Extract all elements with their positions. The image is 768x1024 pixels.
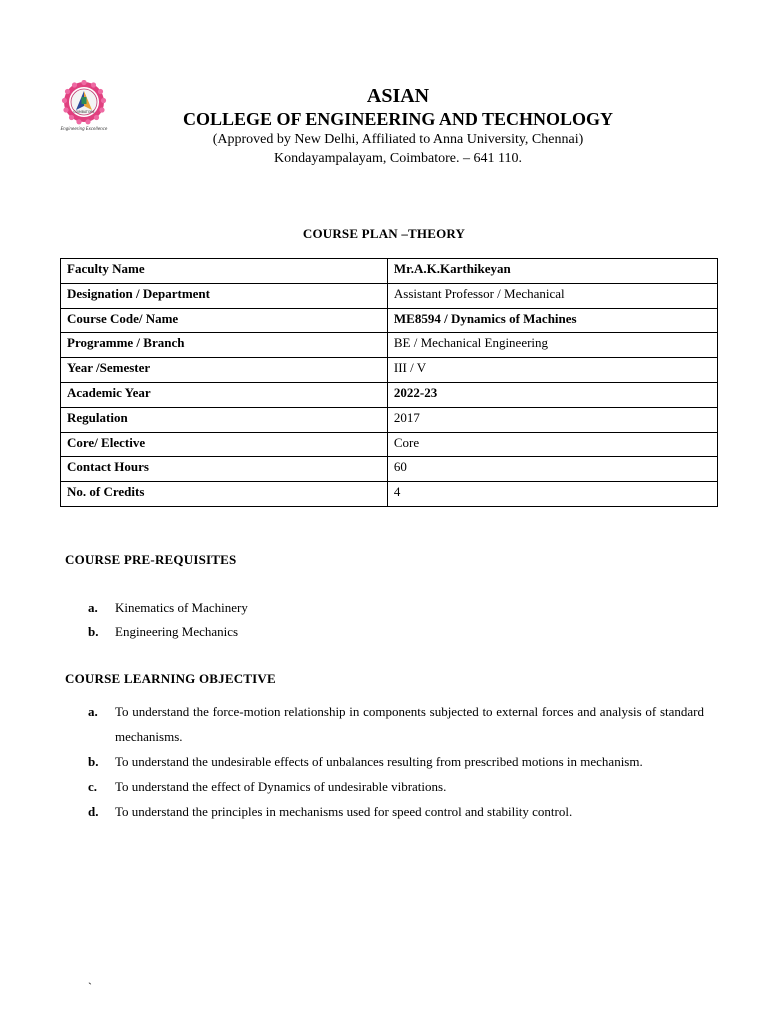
credits-value: 4 — [387, 482, 717, 507]
course-info-table — [60, 258, 718, 507]
list-marker: b. — [88, 624, 99, 639]
list-item — [88, 596, 704, 620]
objective-list — [88, 699, 704, 824]
list-item-text: Kinematics of Machinery — [115, 600, 248, 615]
list-item-text: To understand the undesirable effects of unbalances resulting from prescribed motions in mechanism. — [115, 754, 643, 769]
list-item-text: To understand the effect of Dynamics of undesirable vibrations. — [115, 779, 447, 794]
academic-year-label: Academic Year — [61, 382, 388, 407]
table-row — [61, 358, 718, 383]
objective-heading: COURSE LEARNING OBJECTIVE — [65, 671, 276, 686]
list-marker: a. — [88, 600, 98, 615]
faculty-name-label: Faculty Name — [61, 259, 388, 284]
list-item-text: To understand the force-motion relationship in components subjected to external forces and analysis of standard mechanisms. — [115, 704, 704, 744]
list-item-text: Engineering Mechanics — [115, 624, 239, 639]
regulation-value: 2017 — [387, 407, 717, 432]
regulation-label: Regulation — [61, 407, 388, 432]
contact-hours-label: Contact Hours — [61, 457, 388, 482]
list-item — [88, 799, 704, 824]
list-item — [88, 699, 704, 749]
programme-value: BE / Mechanical Engineering — [387, 333, 717, 358]
course-code-label: Course Code/ Name — [61, 308, 388, 333]
programme-label: Programme / Branch — [61, 333, 388, 358]
table-row — [61, 482, 718, 507]
faculty-name-value: Mr.A.K.Karthikeyan — [387, 259, 717, 284]
list-item — [88, 749, 704, 774]
list-marker: d. — [88, 804, 99, 819]
prerequisites-list — [88, 596, 704, 644]
approval-line: (Approved by New Delhi, Affiliated to Anna University, Chennai) — [212, 132, 584, 147]
list-marker: a. — [88, 704, 98, 719]
document-header — [0, 84, 768, 168]
list-item — [88, 620, 704, 644]
year-semester-label: Year /Semester — [61, 358, 388, 383]
designation-value: Assistant Professor / Mechanical — [387, 283, 717, 308]
logo-city-text: COIMBATORE — [73, 110, 95, 114]
course-code-value: ME8594 / Dynamics of Machines — [387, 308, 717, 333]
logo-motto-text: Engineering Excellence — [60, 126, 108, 131]
academic-year-value: 2022-23 — [387, 382, 717, 407]
table-row — [61, 457, 718, 482]
core-elective-value: Core — [387, 432, 717, 457]
year-semester-value: III / V — [387, 358, 717, 383]
table-row — [61, 308, 718, 333]
credits-label: No. of Credits — [61, 482, 388, 507]
table-row — [61, 259, 718, 284]
contact-hours-value: 60 — [387, 457, 717, 482]
list-item — [88, 774, 704, 799]
prerequisites-heading: COURSE PRE-REQUISITES — [65, 552, 237, 567]
list-marker: b. — [88, 754, 99, 769]
course-plan-title: COURSE PLAN –THEORY — [302, 226, 466, 241]
address-line: Kondayampalayam, Coimbatore. – 641 110. — [274, 151, 522, 166]
list-item-text: To understand the principles in mechanisms used for speed control and stability control. — [115, 804, 573, 819]
core-elective-label: Core/ Elective — [61, 432, 388, 457]
list-marker: c. — [88, 779, 98, 794]
table-row — [61, 333, 718, 358]
college-name: COLLEGE OF ENGINEERING AND TECHNOLOGY — [182, 109, 614, 129]
institution-name: ASIAN — [366, 85, 430, 107]
table-row — [61, 382, 718, 407]
designation-label: Designation / Department — [61, 283, 388, 308]
stray-mark: ` — [88, 980, 92, 994]
table-row — [61, 407, 718, 432]
table-row — [61, 283, 718, 308]
table-row — [61, 432, 718, 457]
